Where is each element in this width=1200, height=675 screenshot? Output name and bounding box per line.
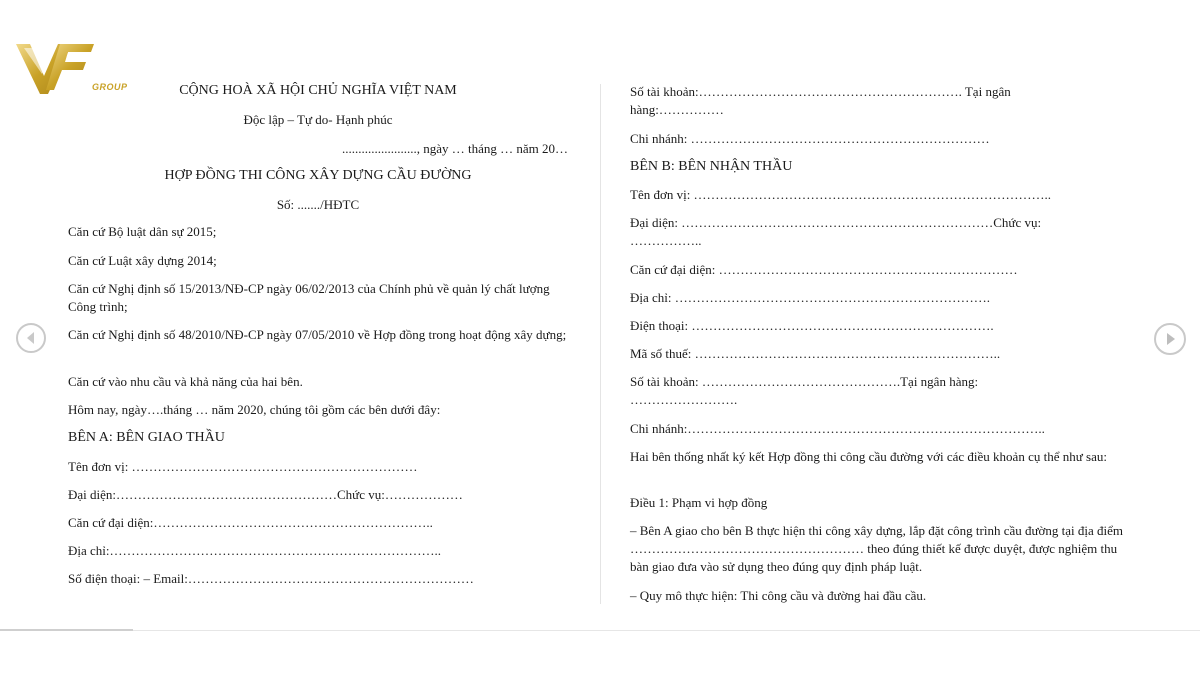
party-b-branch: Chi nhánh:……………………………………………………………………….. bbox=[630, 421, 1045, 436]
date-line: ......................., ngày … tháng … năm 20… bbox=[341, 141, 568, 156]
party-b-authority: Căn cứ đại diện: …………………………………………………………… bbox=[630, 262, 1018, 277]
party-b-tax-code: Mã số thuế: …………………………………………………………….. bbox=[630, 346, 1001, 361]
contract-title: HỢP ĐỒNG THI CÔNG XÂY DỰNG CẦU ĐƯỜNG bbox=[164, 168, 472, 183]
article-1-scale: – Quy mô thực hiện: Thi công cầu và đường hai đầu cầu. bbox=[630, 588, 927, 603]
page-divider bbox=[600, 84, 601, 604]
agreement-intro: Hai bên thống nhất ký kết Hợp đồng thi công cầu đường với các điều khoản cụ thể như sau: bbox=[630, 449, 1107, 464]
contract-number: Số: ......./HĐTC bbox=[276, 197, 360, 212]
legal-basis-2: Căn cứ Luật xây dựng 2014; bbox=[68, 253, 217, 268]
party-a-branch: Chi nhánh: …………………………………………………………… bbox=[630, 131, 990, 146]
national-motto: Độc lập – Tự do- Hạnh phúc bbox=[243, 112, 393, 127]
party-a-authority: Căn cứ đại diện:……………………………………………………….. bbox=[68, 515, 433, 530]
party-b-representative: Đại diện: ………………………………………………………………Chức vụ: …………….. bbox=[630, 215, 1042, 248]
chevron-left-icon bbox=[18, 325, 44, 351]
legal-basis-3: Căn cứ Nghị định số 15/2013/NĐ-CP ngày 06/02/2013 của Chính phủ về quản lý chất lượng Công trình; bbox=[68, 281, 550, 314]
chevron-right-icon bbox=[1156, 325, 1184, 353]
party-b-phone: Điện thoại: ……………………………………………………………. bbox=[630, 318, 994, 333]
intro-line: Hôm nay, ngày….tháng … năm 2020, chúng tôi gồm các bên dưới đây: bbox=[68, 402, 441, 417]
next-page-button[interactable] bbox=[1154, 323, 1186, 355]
party-a-account: Số tài khoản:……………………………………………………. Tại ngân hàng:…………… bbox=[630, 84, 1011, 117]
prev-page-button[interactable] bbox=[16, 323, 46, 353]
bottom-tab-indicator bbox=[0, 629, 133, 631]
party-a-unit-name: Tên đơn vị: ………………………………………………………… bbox=[68, 459, 418, 474]
article-1-heading: Điều 1: Phạm vi hợp đồng bbox=[630, 495, 768, 510]
party-a-representative: Đại diện:……………………………………………Chức vụ:……………… bbox=[68, 487, 463, 502]
bottom-separator bbox=[0, 630, 1200, 631]
party-a-address: Địa chỉ:………………………………………………………………….. bbox=[68, 543, 442, 558]
legal-basis-4: Căn cứ Nghị định số 48/2010/NĐ-CP ngày 07/05/2010 về Hợp đồng trong hoạt động xây dựng; bbox=[68, 327, 567, 342]
article-1-scope: – Bên A giao cho bên B thực hiện thi công xây dựng, lắp đặt công trình cầu đường tại địa điểm ……………………………………………… theo đúng thiết kế được duyệt, được nghiệm thu bàn giao đưa vào sử dụng theo đúng quy định pháp luật. bbox=[630, 523, 1124, 574]
legal-basis-1: Căn cứ Bộ luật dân sự 2015; bbox=[68, 224, 217, 239]
logo-group-text: GROUP bbox=[92, 82, 128, 92]
party-b-address: Địa chỉ: ………………………………………………………………. bbox=[630, 290, 991, 305]
party-b-account: Số tài khoản: ……………………………………….Tại ngân hàng: ……………………. bbox=[630, 374, 979, 407]
party-a-phone-email: Số điện thoại: – Email:………………………………………………………… bbox=[68, 571, 474, 586]
national-header: CỘNG HOÀ XÃ HỘI CHỦ NGHĨA VIỆT NAM bbox=[179, 83, 457, 98]
party-a-heading: BÊN A: BÊN GIAO THẦU bbox=[68, 430, 225, 445]
party-b-heading: BÊN B: BÊN NHẬN THẦU bbox=[630, 159, 793, 174]
party-b-unit-name: Tên đơn vị: ……………………………………………………………………….. bbox=[630, 187, 1052, 202]
legal-basis-5: Căn cứ vào nhu cầu và khả năng của hai bên. bbox=[68, 374, 303, 389]
